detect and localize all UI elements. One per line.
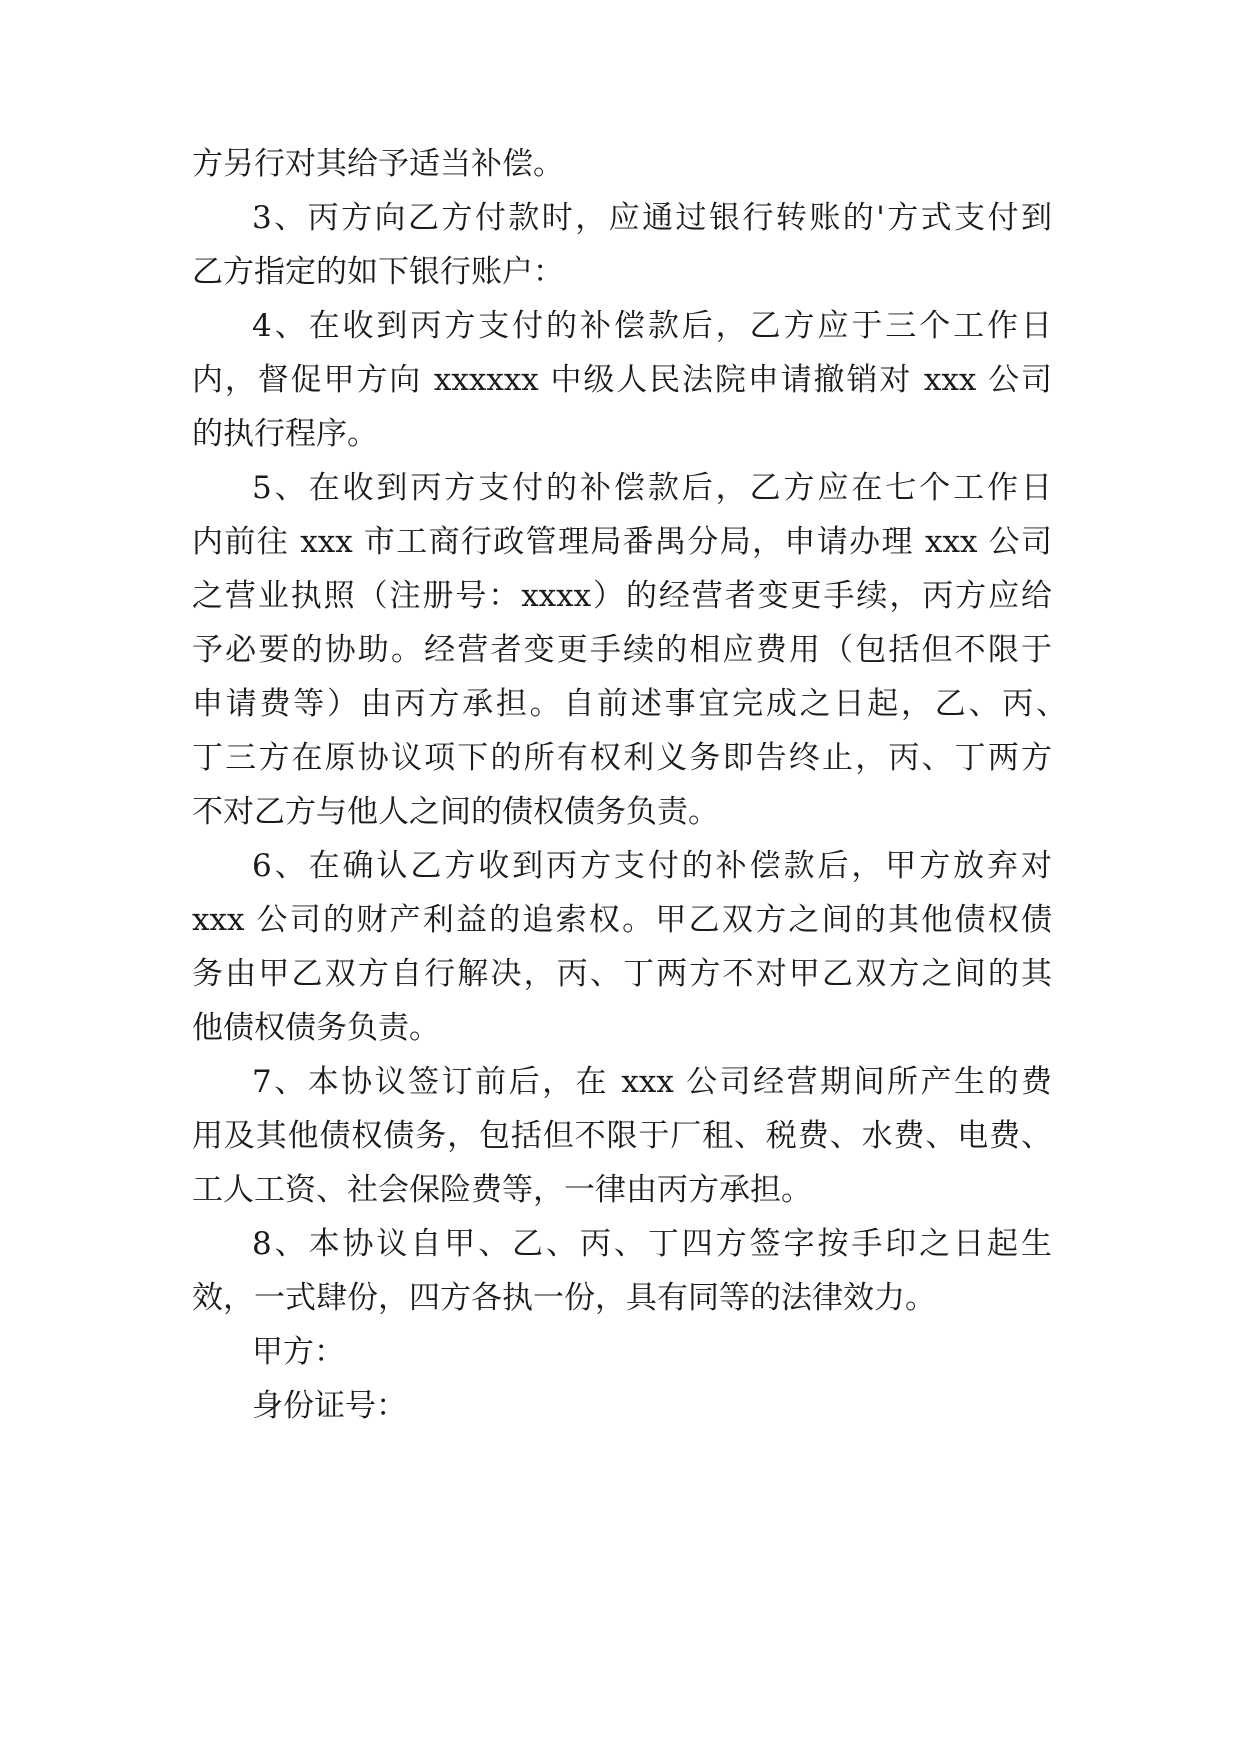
clause-5-line-6: 丁三方在原协议项下的所有权利义务即告终止，丙、丁两方 bbox=[192, 740, 1052, 776]
clause-5-line-5: 申请费等）由丙方承担。自前述事宜完成之日起，乙、丙、 bbox=[192, 686, 1067, 722]
clause-4-line-2: 内，督促甲方向 xxxxxx 中级人民法院申请撤销对 xxx 公司 bbox=[192, 362, 1052, 398]
clause-5-line-7: 不对乙方与他人之间的债权债务负责。 bbox=[192, 794, 719, 830]
signature-id-number-label: 身份证号： bbox=[252, 1388, 407, 1424]
clause-3-line-1: 3、丙方向乙方付款时，应通过银行转账的'方式支付到 bbox=[252, 200, 1052, 236]
clause-5-line-1: 5、在收到丙方支付的补偿款后，乙方应在七个工作日 bbox=[252, 470, 1052, 506]
clause-7-line-2: 用及其他债权债务，包括但不限于厂租、税费、水费、电费、 bbox=[192, 1118, 1052, 1154]
clause-7-line-1: 7、本协议签订前后，在 xxx 公司经营期间所产生的费 bbox=[252, 1064, 1052, 1100]
clause-4-line-1: 4、在收到丙方支付的补偿款后，乙方应于三个工作日 bbox=[252, 308, 1052, 344]
clause-6-line-2: xxx 公司的财产利益的追索权。甲乙双方之间的其他债权债 bbox=[192, 902, 1052, 938]
clause-5-line-4: 予必要的协助。经营者变更手续的相应费用（包括但不限于 bbox=[192, 632, 1052, 668]
clause-3-line-2: 乙方指定的如下银行账户： bbox=[192, 254, 564, 290]
signature-party-a-label: 甲方： bbox=[252, 1334, 345, 1370]
clause-6-line-3: 务由甲乙双方自行解决，丙、丁两方不对甲乙双方之间的其 bbox=[192, 956, 1052, 992]
clause-4-line-3: 的执行程序。 bbox=[192, 416, 378, 452]
clause-6-line-4: 他债权债务负责。 bbox=[192, 1010, 440, 1046]
clause-6-line-1: 6、在确认乙方收到丙方支付的补偿款后，甲方放弃对 bbox=[252, 848, 1052, 884]
clause-7-line-3: 工人工资、社会保险费等，一律由丙方承担。 bbox=[192, 1172, 812, 1208]
clause-5-line-3: 之营业执照（注册号：xxxx）的经营者变更手续，丙方应给 bbox=[192, 578, 1052, 614]
clause-8-line-2: 效，一式肆份，四方各执一份，具有同等的法律效力。 bbox=[192, 1280, 936, 1316]
clause-8-line-1: 8、本协议自甲、乙、丙、丁四方签字按手印之日起生 bbox=[252, 1226, 1052, 1262]
carryover-line-1: 方另行对其给予适当补偿。 bbox=[192, 146, 564, 182]
clause-5-line-2: 内前往 xxx 市工商行政管理局番禺分局，申请办理 xxx 公司 bbox=[192, 524, 1052, 560]
